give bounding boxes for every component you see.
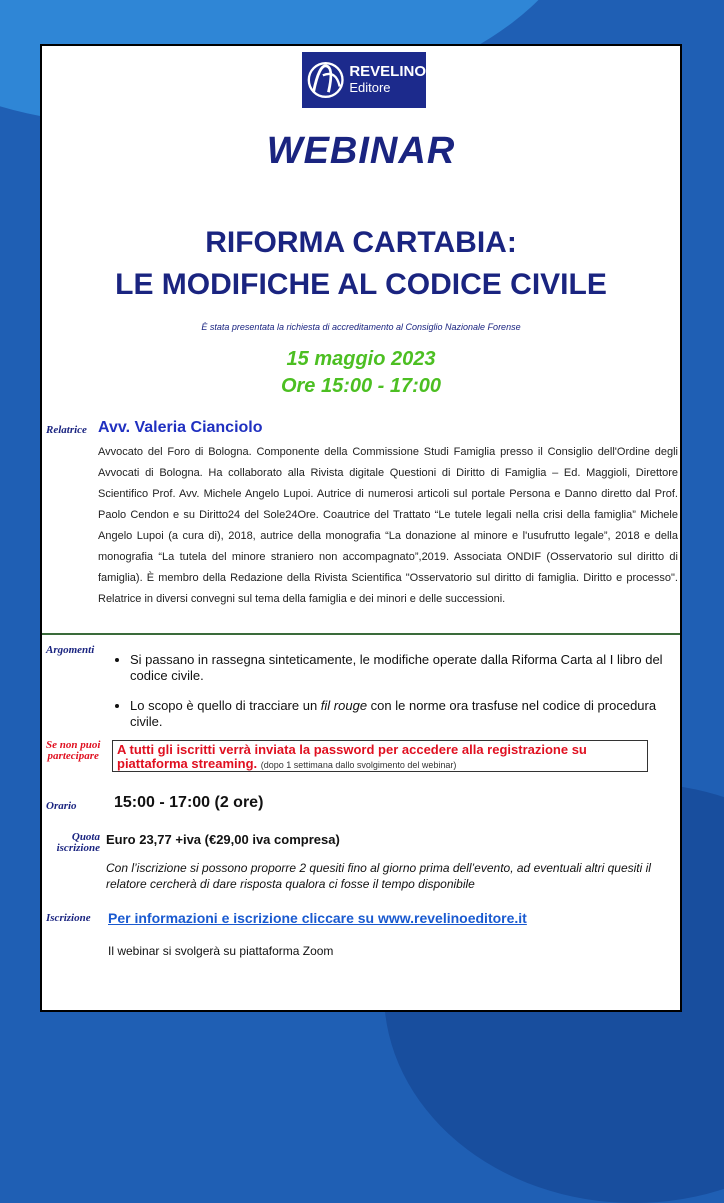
- schedule-label: Orario: [46, 800, 77, 812]
- title-line: LE MODIFICHE AL CODICE CIVILE: [115, 268, 607, 301]
- title-line: RIFORMA CARTABIA:: [205, 226, 517, 259]
- list-item: • Si passano in rassegna sinteticamente, le modifiche operate dalla Riforma Carta al I libro del codice civile.: [130, 652, 682, 684]
- event-type-heading: WEBINAR: [266, 130, 456, 172]
- notice-subtext: (dopo 1 settimana dallo svolgimento del webinar): [260, 760, 457, 770]
- event-title: [42, 222, 680, 306]
- notice-label-line: partecipare: [47, 750, 99, 762]
- registration-label: Iscrizione: [46, 912, 91, 924]
- logo-name: REVELINO: [349, 63, 426, 80]
- flyer-page: [40, 44, 682, 1012]
- event-date: 15 maggio 2023: [286, 348, 436, 370]
- speaker-bio: Avvocato del Foro di Bologna. Componente della Commissione Studi Famiglia presso il Consiglio dell'Ordine degli Avvocati di Bologna. Ha collaborato alla Rivista digitale Questioni di Diritto di Famiglia – Ed. Maggioli, Direttore Scientifico Prof. Avv. Michele Angelo Lupoi. Autrice di numerosi articoli sul portale Persona e Danno diretto dal Prof. Paolo Cendon e su Diritto24 del Sole24Ore. Coautrice del Trattato “Le tutele legali nella crisi della famiglia” Michele Angelo Lupoi (a cura di), 2018, autrice della monografia “La donazione al minore e l'usufrutto legale”, 2018 e della monografia “La tutela del minore straniero non accompagnato”,2019. Associata ONDIF (Osservatorio sul diritto di famiglia). È membro della Redazione della Rivista Scientifica "Osservatorio sul diritto di famiglia. Diritto e processo". Relatrice in diversi convegni sul tema della famiglia e dei minori e delle successioni.: [98, 446, 678, 605]
- section-divider: [42, 633, 682, 635]
- fee-value: Euro 23,77 +iva (€29,00 iva compresa): [106, 832, 340, 847]
- logo-mark-icon: [306, 57, 345, 103]
- fee-note: Con l’iscrizione si possono proporre 2 quesiti fino al giorno prima dell’evento, ad eventuali altri quesiti il relatore cercherà di dare risposta qualora ci fosse il tempo disponibile: [106, 861, 651, 891]
- speaker-name: Avv. Valeria Cianciolo: [98, 419, 263, 436]
- topics-list: [102, 652, 682, 744]
- schedule-value: 15:00 - 17:00 (2 ore): [114, 794, 264, 811]
- notice-text: A tutti gli iscritti verrà inviata la password per accedere alla registrazione su piattaforma streaming.: [117, 742, 587, 771]
- speaker-label: Relatrice: [46, 424, 87, 436]
- event-time: Ore 15:00 - 17:00: [280, 375, 442, 397]
- registration-link[interactable]: Per informazioni e iscrizione cliccare su www.revelinoeditore.it: [108, 910, 527, 926]
- list-item: [130, 698, 682, 730]
- fee-label-line: iscrizione: [56, 842, 100, 854]
- fee-label-line: Quota: [71, 831, 100, 843]
- recording-notice: [112, 740, 648, 772]
- topic-text: Lo scopo è quello di tracciare un: [130, 698, 321, 713]
- topic-emphasis: fil rouge: [320, 698, 368, 713]
- logo-subtitle: Editore: [349, 80, 391, 95]
- notice-label: [46, 740, 100, 762]
- fee-label: [46, 832, 100, 854]
- platform-note: Il webinar si svolgerà su piattaforma Zoom: [108, 944, 334, 958]
- notice-label-line: Se non puoi: [46, 739, 101, 751]
- topic-text: con le norme ora trasfuse nel codice di procedura civile.: [130, 698, 657, 729]
- event-date-time: [42, 346, 680, 400]
- topics-label: Argomenti: [46, 644, 95, 656]
- accreditation-note: È stata presentata la richiesta di accreditamento al Consiglio Nazionale Forense: [201, 322, 521, 332]
- publisher-logo: [302, 52, 426, 108]
